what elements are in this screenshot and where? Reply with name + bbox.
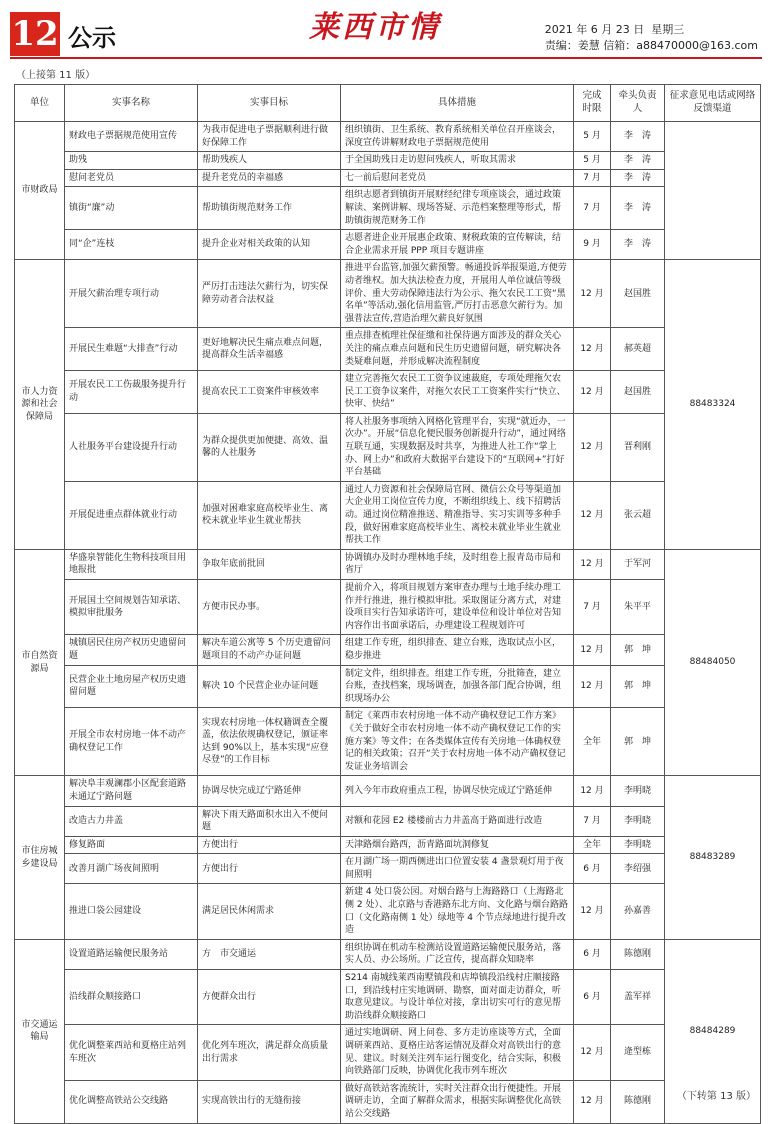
item-name-cell: 改造古力井盖 xyxy=(65,806,198,836)
item-goal-cell: 更好地解决民生痛点难点问题，提高群众生活幸福感 xyxy=(198,328,341,371)
table-row xyxy=(15,836,761,854)
column-header: 具体措施 xyxy=(341,85,574,122)
continued-to-note: （下转第 13 版） xyxy=(676,1091,756,1102)
item-name-cell: 华盛泉智能化生物科技项目用地报批 xyxy=(65,549,198,579)
deadline-cell: 12 月 xyxy=(574,776,611,806)
lead-person-cell: 张云超 xyxy=(611,481,665,549)
table-row xyxy=(15,939,761,969)
item-measures-cell: 做好高铁站客流统计，实时关注群众出行便捷性。开展调研走访，全面了解群众需求，根据实际调整优化高铁站公交线路 xyxy=(341,1080,574,1123)
item-goal-cell: 帮助镇街规范财务工作 xyxy=(198,187,341,230)
unit-cell: 市财政局 xyxy=(15,122,65,260)
item-measures-cell: 在月湖广场一期西侧进出口位置安装 4 盏景观灯用于夜间照明 xyxy=(341,854,574,884)
deadline-cell: 12 月 xyxy=(574,549,611,579)
feedback-phone-cell: 88483289 xyxy=(665,776,761,940)
item-name-cell: 民营企业土地房屋产权历史遗留问题 xyxy=(65,665,198,708)
item-name-cell: 慰问老党员 xyxy=(65,169,198,187)
deadline-cell: 9 月 xyxy=(574,230,611,260)
deadline-cell: 12 月 xyxy=(574,665,611,708)
item-goal-cell: 满足居民休闲需求 xyxy=(198,884,341,939)
item-measures-cell: S214 南城线莱西南墅镇段和店埠镇段沿线村庄顺接路口，到沿线村庄实地调研、勘察，面对面走访群众，听取意见建议。与设计单位对接，拿出切实可行的意见帮助沿线群众顺接路口 xyxy=(341,970,574,1025)
item-goal-cell: 提升企业对相关政策的认知 xyxy=(198,230,341,260)
item-goal-cell: 方便市民办事。 xyxy=(198,580,341,635)
lead-person-cell: 逄型栋 xyxy=(611,1025,665,1080)
item-goal-cell: 争取年底前批回 xyxy=(198,549,341,579)
item-goal-cell: 实现农村房地一体权籍调查全覆盖，依法依规确权登记，颁证率达到 90%以上，基本实现“应登尽登”的工作目标 xyxy=(198,708,341,776)
section-title: 公示 xyxy=(68,24,116,52)
table-row xyxy=(15,152,761,170)
table-row xyxy=(15,230,761,260)
unit-cell: 市人力资源和社会保障局 xyxy=(15,260,65,549)
table-row xyxy=(15,806,761,836)
item-goal-cell: 为群众提供更加便捷、高效、温馨的人社服务 xyxy=(198,413,341,481)
newspaper-logo: 莱西市情 xyxy=(309,10,441,45)
table-row xyxy=(15,328,761,371)
deadline-cell: 12 月 xyxy=(574,1080,611,1123)
item-measures-cell: 七一前后慰问老党员 xyxy=(341,169,574,187)
deadline-cell: 12 月 xyxy=(574,260,611,328)
item-measures-cell: 组织协调在机动车检测站设置道路运输便民服务站，落实人员、办公场所。广泛宣传，提高群众知晓率 xyxy=(341,939,574,969)
table-row xyxy=(15,580,761,635)
item-name-cell: 开展国土空间规划告知承诺、模拟审批服务 xyxy=(65,580,198,635)
item-name-cell: 同“企”连枝 xyxy=(65,230,198,260)
issue-weekday: 星期三 xyxy=(651,23,685,36)
table-row xyxy=(15,122,761,152)
deadline-cell: 7 月 xyxy=(574,580,611,635)
item-goal-cell: 解决车道公寓等 5 个历史遗留问题项目的不动产办证问题 xyxy=(198,635,341,665)
deadline-cell: 12 月 xyxy=(574,328,611,371)
deadline-cell: 12 月 xyxy=(574,884,611,939)
lead-person-cell: 盖军祥 xyxy=(611,970,665,1025)
item-goal-cell: 方便群众出行 xyxy=(198,970,341,1025)
unit-cell: 市交通运输局 xyxy=(15,939,65,1123)
item-measures-cell: 通过实地调研、网上问卷、多方走访座谈等方式，全面调研莱西站、夏格庄站客运情况及群众对高铁出行的意见、建议。时刻关注列车运行图变化，结合实际，积极向铁路部门反映，协调优化我市列车班次 xyxy=(341,1025,574,1080)
item-measures-cell: 推进平台监管,加强欠薪预警。畅通投诉举报渠道,方便劳动者维权。加大执法检查力度，开展用人单位诚信等级评价、重大劳动保障违法行为公示、拖欠农民工工资“黑名单”等活动,强化信用监管,严厉打击恶意欠薪行为。加强普法宣传,营造治理欠薪良好氛围 xyxy=(341,260,574,328)
public-notice-table xyxy=(14,84,761,1124)
table-row xyxy=(15,260,761,328)
editor-line: 责编：姜慧 信箱：a88470000@163.com xyxy=(544,39,758,52)
unit-cell: 市自然资源局 xyxy=(15,549,65,776)
table-row xyxy=(15,169,761,187)
item-name-cell: 开展促进重点群体就业行动 xyxy=(65,481,198,549)
item-measures-cell: 于全国助残日走访慰问残疾人，听取其需求 xyxy=(341,152,574,170)
feedback-phone-cell xyxy=(665,122,761,260)
table-row xyxy=(15,1080,761,1123)
item-goal-cell: 解决下雨天路面积水出入不便问题 xyxy=(198,806,341,836)
item-measures-cell: 对额和花园 E2 楼楼前古力井盖高于路面进行改造 xyxy=(341,806,574,836)
lead-person-cell: 孙嘉善 xyxy=(611,884,665,939)
item-measures-cell: 提前介入，将项目规划方案审查办理与土地手续办理工作并行推进，推行模拟审批。采取图证分离方式，对建设项目实行告知承诺许可，建设单位和设计单位对告知内容作出书面承诺后，办理建设工程规划许可 xyxy=(341,580,574,635)
page-number: 12 xyxy=(11,14,59,54)
lead-person-cell: 赵国胜 xyxy=(611,371,665,414)
item-name-cell: 沿线群众顺接路口 xyxy=(65,970,198,1025)
lead-person-cell: 陈德刚 xyxy=(611,939,665,969)
table-row xyxy=(15,776,761,806)
issue-date: 2021 年 6 月 23 日 xyxy=(544,23,645,36)
lead-person-cell: 李明晓 xyxy=(611,806,665,836)
lead-person-cell: 晋利刚 xyxy=(611,413,665,481)
column-header: 牵头负责人 xyxy=(611,85,665,122)
item-name-cell: 助残 xyxy=(65,152,198,170)
column-header: 实事名称 xyxy=(65,85,198,122)
item-measures-cell: 将人社服务事项纳入网格化管理平台，实现“就近办，一次办”。开展“信息化便民服务创新提升行动”，通过网络互联互通，实现数据及时共享，为推进人社工作“掌上办、网上办”和政府大数据平台建设下的“互联网+”打好平台基础 xyxy=(341,413,574,481)
item-goal-cell: 提升老党员的幸福感 xyxy=(198,169,341,187)
column-header: 征求意见电话或网络反馈渠道 xyxy=(665,85,761,122)
lead-person-cell: 李 涛 xyxy=(611,152,665,170)
deadline-cell: 5 月 xyxy=(574,152,611,170)
table-row xyxy=(15,481,761,549)
item-goal-cell: 帮助残疾人 xyxy=(198,152,341,170)
table-row xyxy=(15,413,761,481)
feedback-phone-cell: 88483324 xyxy=(665,260,761,549)
lead-person-cell: 陈德刚 xyxy=(611,1080,665,1123)
table-row xyxy=(15,371,761,414)
deadline-cell: 12 月 xyxy=(574,413,611,481)
item-goal-cell: 优化列车班次，满足群众高质量出行需求 xyxy=(198,1025,341,1080)
item-goal-cell: 方 市交通运 xyxy=(198,939,341,969)
continued-from-note: （上接第 11 版） xyxy=(16,70,96,81)
item-measures-cell: 组建工作专班，组织排查、建立台账，选取试点小区，稳步推进 xyxy=(341,635,574,665)
table-row xyxy=(15,970,761,1025)
item-measures-cell: 组织镇街、卫生系统、教育系统相关单位召开座谈会，深度宣传讲解财政电子票据规范使用 xyxy=(341,122,574,152)
deadline-cell: 7 月 xyxy=(574,806,611,836)
item-name-cell: 设置道路运输便民服务站 xyxy=(65,939,198,969)
lead-person-cell: 李绍强 xyxy=(611,854,665,884)
item-name-cell: 开展全市农村房地一体不动产确权登记工作 xyxy=(65,708,198,776)
unit-cell: 市住房城乡建设局 xyxy=(15,776,65,940)
column-header: 实事目标 xyxy=(198,85,341,122)
table-row xyxy=(15,635,761,665)
item-name-cell: 改善月湖广场夜间照明 xyxy=(65,854,198,884)
item-name-cell: 人社服务平台建设提升行动 xyxy=(65,413,198,481)
item-name-cell: 城镇居民住房产权历史遗留问题 xyxy=(65,635,198,665)
item-goal-cell: 方便出行 xyxy=(198,854,341,884)
deadline-cell: 7 月 xyxy=(574,169,611,187)
item-name-cell: 推进口袋公园建设 xyxy=(65,884,198,939)
item-measures-cell: 重点排查梳理社保征缴和社保待遇方面涉及的群众关心关注的痛点难点问题和民生历史遗留问题，研究解决各类疑难问题，并形成解决流程制度 xyxy=(341,328,574,371)
item-measures-cell: 列入今年市政府重点工程，协调尽快完成辽宁路延伸 xyxy=(341,776,574,806)
item-goal-cell: 协调尽快完成辽宁路延伸 xyxy=(198,776,341,806)
table-row xyxy=(15,665,761,708)
lead-person-cell: 李 涛 xyxy=(611,187,665,230)
item-measures-cell: 天津路烟台路西，沥青路面坑洞修复 xyxy=(341,836,574,854)
item-name-cell: 开展民生难题“大排查”行动 xyxy=(65,328,198,371)
item-measures-cell: 志愿者进企业开展惠企政策、财税政策的宣传解读，结合企业需求开展 PPP 项目专题讲座 xyxy=(341,230,574,260)
column-header: 完成时限 xyxy=(574,85,611,122)
deadline-cell: 5 月 xyxy=(574,122,611,152)
lead-person-cell: 李 涛 xyxy=(611,169,665,187)
lead-person-cell: 李明晓 xyxy=(611,776,665,806)
item-goal-cell: 为我市促进电子票据顺利进行做好保障工作 xyxy=(198,122,341,152)
lead-person-cell: 郭 坤 xyxy=(611,635,665,665)
deadline-cell: 7 月 xyxy=(574,187,611,230)
lead-person-cell: 朱平平 xyxy=(611,580,665,635)
item-measures-cell: 协调镇办及时办理林地手续，及时组卷上报青岛市局和省厅 xyxy=(341,549,574,579)
item-name-cell: 优化调整莱西站和夏格庄站列车班次 xyxy=(65,1025,198,1080)
item-name-cell: 镇街“廉”动 xyxy=(65,187,198,230)
item-name-cell: 财政电子票据规范使用宣传 xyxy=(65,122,198,152)
feedback-phone-cell: 88484289 xyxy=(665,939,761,1123)
deadline-cell: 12 月 xyxy=(574,371,611,414)
item-goal-cell: 加强对困难家庭高校毕业生、离校未就业毕业生就业帮扶 xyxy=(198,481,341,549)
table-row xyxy=(15,884,761,939)
item-goal-cell: 严厉打击违法欠薪行为，切实保障劳动者合法权益 xyxy=(198,260,341,328)
deadline-cell: 12 月 xyxy=(574,1025,611,1080)
deadline-cell: 全年 xyxy=(574,836,611,854)
table-row xyxy=(15,549,761,579)
item-name-cell: 优化调整高铁站公交线路 xyxy=(65,1080,198,1123)
item-name-cell: 修复路面 xyxy=(65,836,198,854)
feedback-phone-cell: 88484050 xyxy=(665,549,761,776)
item-name-cell: 开展农民工工伤裁服务提升行动 xyxy=(65,371,198,414)
masthead xyxy=(0,0,772,60)
deadline-cell: 6 月 xyxy=(574,854,611,884)
item-goal-cell: 实现高铁出行的无缝衔接 xyxy=(198,1080,341,1123)
item-measures-cell: 制定《莱西市农村房地一体不动产确权登记工作方案》《关于做好全市农村房地一体不动产确权登记工作的实施方案》等文件；在各类媒体宣传有关房地一体确权登记的相关政策；召开“关于农村房地一体不动产确权登记发证业务培训会 xyxy=(341,708,574,776)
item-goal-cell: 提高农民工工资案件审核效率 xyxy=(198,371,341,414)
deadline-cell: 12 月 xyxy=(574,635,611,665)
deadline-cell: 6 月 xyxy=(574,939,611,969)
item-measures-cell: 建立完善拖欠农民工工资争议速裁庭，专项处理拖欠农民工工资争议案件，对拖欠农民工工资案件实行“快立、快审、快结” xyxy=(341,371,574,414)
table-row xyxy=(15,1025,761,1080)
lead-person-cell: 李 涛 xyxy=(611,230,665,260)
deadline-cell: 12 月 xyxy=(574,481,611,549)
item-goal-cell: 方便出行 xyxy=(198,836,341,854)
item-measures-cell: 新建 4 处口袋公园。对烟台路与上海路路口（上海路北侧 2 处）、北京路与香港路东北方向、文化路与烟台路路口（文化路南侧 1 处）绿地等 4 个节点绿地进行提升改造 xyxy=(341,884,574,939)
dateline xyxy=(545,22,758,54)
lead-person-cell: 赵国胜 xyxy=(611,260,665,328)
item-measures-cell: 组织志愿者到镇街开展财经纪律专项座谈会，通过政策解读、案例讲解、现场答疑、示范档案整理等形式，帮助镇街规范财务工作 xyxy=(341,187,574,230)
item-name-cell: 解决阜丰观澜郡小区配套道路未通辽宁路问题 xyxy=(65,776,198,806)
column-header: 单位 xyxy=(15,85,65,122)
lead-person-cell: 于军河 xyxy=(611,549,665,579)
lead-person-cell: 李明晓 xyxy=(611,836,665,854)
table-row xyxy=(15,854,761,884)
lead-person-cell: 郝英超 xyxy=(611,328,665,371)
lead-person-cell: 郭 坤 xyxy=(611,665,665,708)
lead-person-cell: 李 涛 xyxy=(611,122,665,152)
item-name-cell: 开展欠薪治理专项行动 xyxy=(65,260,198,328)
table-header-row xyxy=(15,85,761,122)
header-rule xyxy=(10,57,762,59)
table-row xyxy=(15,708,761,776)
lead-person-cell: 郭 坤 xyxy=(611,708,665,776)
deadline-cell: 全年 xyxy=(574,708,611,776)
item-measures-cell: 通过人力资源和社会保障局官网、微信公众号等渠道加大企业用工岗位宣传力度，不断组织线上、线下招聘活动。通过岗位精准推送、精准指导、实习实训等多种手段，做好困难家庭高校毕业生、离校未就业毕业生就业帮扶工作 xyxy=(341,481,574,549)
deadline-cell: 6 月 xyxy=(574,970,611,1025)
item-measures-cell: 制定文件，组织排查。组建工作专班，分批筛查，建立台账，查找档案，现场调查，加强各部门配合协调，组织现场办公 xyxy=(341,665,574,708)
item-goal-cell: 解决 10 个民营企业办证问题 xyxy=(198,665,341,708)
table-row xyxy=(15,187,761,230)
